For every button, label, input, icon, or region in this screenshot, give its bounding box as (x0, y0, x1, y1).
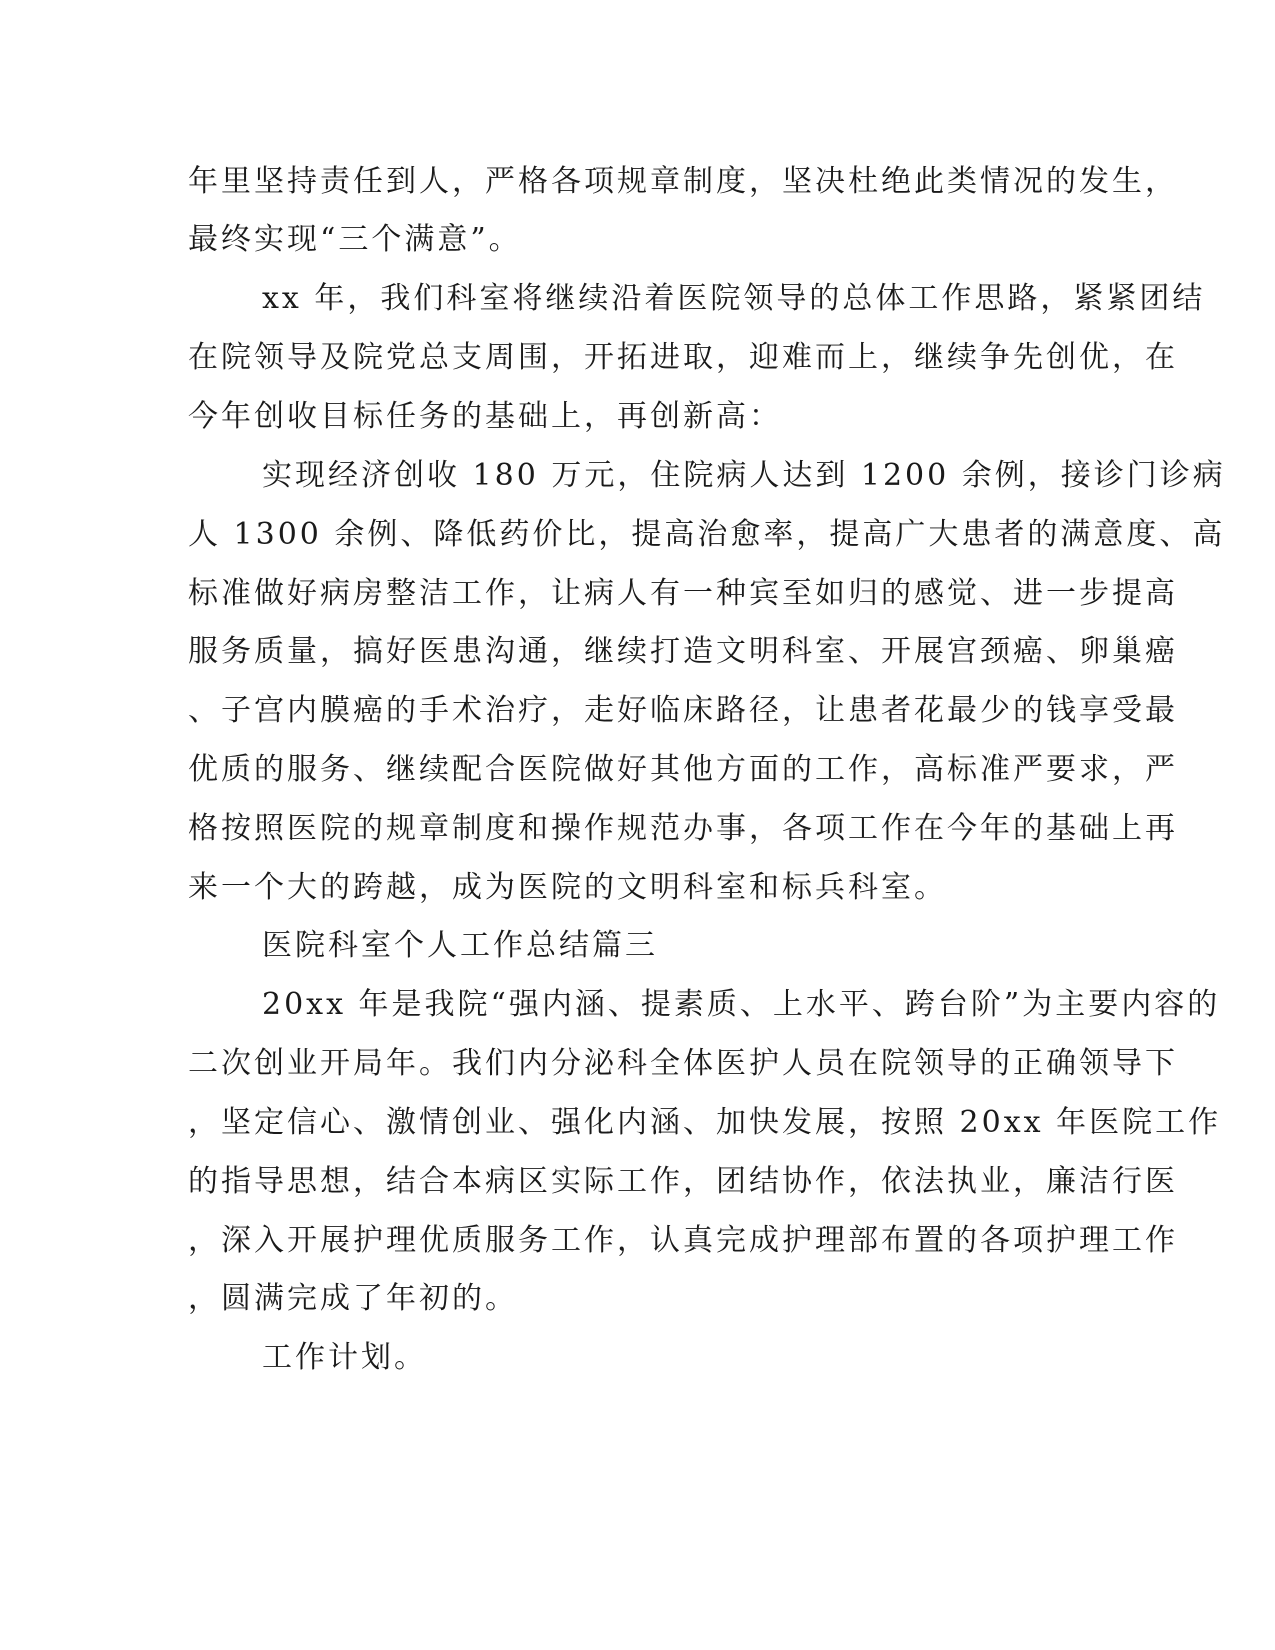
text-line: 今年创收目标任务的基础上，再创新高： (188, 399, 782, 434)
section-heading: 医院科室个人工作总结篇三 (262, 928, 658, 963)
text-line: 标准做好病房整洁工作，让病人有一种宾至如归的感觉、进一步提高 (188, 576, 1178, 611)
paragraph-start: 工作计划。 (262, 1340, 427, 1375)
text-line: ，坚定信心、激情创业、强化内涵、加快发展，按照 20xx 年医院工作 (188, 1105, 1222, 1140)
paragraph-start: 20xx 年是我院“强内涵、提素质、上水平、跨台阶”为主要内容的 (262, 987, 1221, 1022)
text-line: 格按照医院的规章制度和操作规范办事，各项工作在今年的基础上再 (188, 811, 1178, 846)
text-line: ，深入开展护理优质服务工作，认真完成护理部布置的各项护理工作 (188, 1223, 1178, 1258)
text-line: 年里坚持责任到人，严格各项规章制度，坚决杜绝此类情况的发生， (188, 164, 1178, 199)
text-line: 最终实现“三个满意”。 (188, 222, 522, 257)
text-line: 来一个大的跨越，成为医院的文明科室和标兵科室。 (188, 870, 947, 905)
text-line: 服务质量，搞好医患沟通，继续打造文明科室、开展宫颈癌、卵巢癌 (188, 634, 1178, 669)
text-line: 在院领导及院党总支周围，开拓进取，迎难而上，继续争先创优，在 (188, 340, 1178, 375)
text-line: 人 1300 余例、降低药价比，提高治愈率，提高广大患者的满意度、高 (188, 517, 1226, 552)
text-line: 优质的服务、继续配合医院做好其他方面的工作，高标准严要求，严 (188, 752, 1178, 787)
text-line: ，圆满完成了年初的。 (188, 1281, 518, 1316)
paragraph-start: 实现经济创收 180 万元，住院病人达到 1200 余例，接诊门诊病 (262, 458, 1226, 493)
paragraph-start: xx 年，我们科室将继续沿着医院领导的总体工作思路，紧紧团结 (262, 281, 1206, 316)
text-line: 、子宫内膜癌的手术治疗，走好临床路径，让患者花最少的钱享受最 (188, 693, 1178, 728)
text-line: 的指导思想，结合本病区实际工作，团结协作，依法执业，廉洁行医 (188, 1164, 1178, 1199)
text-line: 二次创业开局年。我们内分泌科全体医护人员在院领导的正确领导下 (188, 1046, 1178, 1081)
